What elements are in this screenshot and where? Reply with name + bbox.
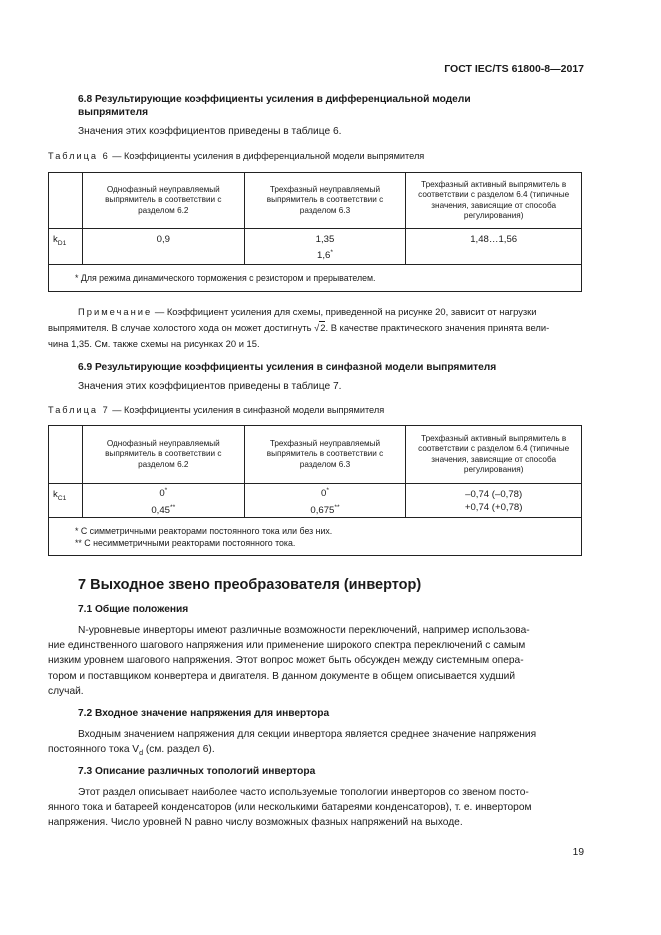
page-number: 19 (572, 847, 584, 858)
table-6-header-row (49, 173, 582, 229)
section-7-2-heading: 7.2 Входное значение напряжения для инвертора (78, 708, 330, 719)
table-7-corner-cell (49, 426, 83, 484)
note-label: Примечание (78, 306, 153, 317)
table-7-header-3: Трехфазный активный выпрямитель в соответствии с разделом 6.4 (типичные значения, зависящие от способа регулирования) (406, 426, 582, 484)
table-7-footnote-1: * С симметричными реакторами постоянного тока или без них. (75, 525, 333, 536)
section-7-heading: 7 Выходное звено преобразователя (инвертор) (78, 577, 422, 593)
table-6-cell-1: 0,9 (82, 229, 244, 265)
section-6-8-intro: Значения этих коэффициентов приведены в таблице 6. (78, 126, 342, 137)
section-6-8-heading-line1: 6.8 Результирующие коэффициенты усиления в дифференциальной модели (78, 94, 471, 105)
table-7-cell-3: –0,74 (–0,78) +0,74 (+0,78) (406, 484, 582, 518)
table-7-row-kc1 (49, 484, 582, 518)
sqrt-symbol: √ (314, 322, 320, 334)
section-7-2-body: Входным значением напряжения для секции инвертора является среднее значение напряжения постоянного тока $V_d$ (см. раздел 6). (48, 729, 537, 758)
table-6-caption (48, 151, 424, 161)
table-7-caption-text: — Коэффициенты усиления в синфазной модели выпрямителя (109, 405, 385, 415)
table-6-caption-label: Таблица 6 (48, 151, 110, 161)
table-6-caption-text: — Коэффициенты усиления в дифференциальной модели выпрямителя (109, 151, 425, 161)
document-header: ГОСТ IEC/TS 61800-8—2017 (444, 63, 584, 75)
note-6-8: Примечание — Коэффициент усиления для схемы, приведенной на рисунке 20, зависит от нагрузки выпрямителя. В случае холостого хода он может достигнуть √2. В качестве практического значения принята вели- чина 1,35. См. также схемы на рисунках 20 и 15. (48, 306, 550, 350)
section-7-3-body: Этот раздел описывает наиболее часто используемые топологии инверторов со звеном посто- янного тока и батареей конденсаторов (или несколькими батареями конденсаторов), т. е. инвертором напряжения. Число уровней N равно числу возможных фазных напряжений на выходе. (48, 787, 532, 829)
table-6-corner-cell (49, 173, 83, 229)
table-7-header-2: Трехфазный неуправляемый выпрямитель в соответствии с разделом 6.3 (244, 426, 406, 484)
section-7-1-body: N-уровневые инверторы имеют различные возможности переключений, например использова- ние единственного шагового напряжения или применение широкого спектра переключений с самым низким уровнем шагового напряжения. Этот вопрос может быть обсужден между системным опера- тором и поставщиком конвертера и двигателя. В данном документе в общем описывается худший случай. (48, 625, 530, 697)
table-6-row-kd1 (49, 229, 582, 265)
table-6-header-2: Трехфазный неуправляемый выпрямитель в соответствии с разделом 6.3 (244, 173, 406, 229)
table-6 (48, 172, 582, 292)
section-7-3-heading: 7.3 Описание различных топологий инвертора (78, 766, 316, 777)
table-6-header-3: Трехфазный активный выпрямитель в соответствии с разделом 6.4 (типичные значения, зависящие от способа регулирования) (406, 173, 582, 229)
table-6-footnote: * Для режима динамического торможения с резистором и прерывателем. (49, 265, 582, 292)
section-6-8-heading (78, 93, 471, 119)
table-7-row-label: $k_{C1}$ (49, 484, 83, 518)
section-6-9-heading: 6.9 Результирующие коэффициенты усиления в синфазной модели выпрямителя (78, 362, 497, 373)
table-7-cell-2: 0* 0,675** (244, 484, 406, 518)
section-7-1-heading: 7.1 Общие положения (78, 604, 189, 615)
table-6-footnote-row (49, 265, 582, 292)
table-7-footnotes (49, 518, 582, 556)
table-7-header-row (49, 426, 582, 484)
table-7-footnote-row (49, 518, 582, 556)
table-7-header-1: Однофазный неуправляемый выпрямитель в соответствии с разделом 6.2 (82, 426, 244, 484)
table-7-cell-1: 0* 0,45** (82, 484, 244, 518)
table-7 (48, 425, 582, 556)
table-6-cell-3: 1,48…1,56 (406, 229, 582, 265)
table-6-header-1: Однофазный неуправляемый выпрямитель в соответствии с разделом 6.2 (82, 173, 244, 229)
section-6-8-heading-line2: выпрямителя (78, 107, 149, 118)
table-7-caption (48, 405, 384, 415)
table-6-row-label: $k_{D1}$ (49, 229, 83, 265)
table-7-caption-label: Таблица 7 (48, 405, 110, 415)
table-6-cell-2: 1,35 1,6* (244, 229, 406, 265)
table-7-footnote-2: ** С несимметричными реакторами постоянного тока. (75, 537, 296, 548)
section-6-9-intro: Значения этих коэффициентов приведены в таблице 7. (78, 381, 342, 392)
